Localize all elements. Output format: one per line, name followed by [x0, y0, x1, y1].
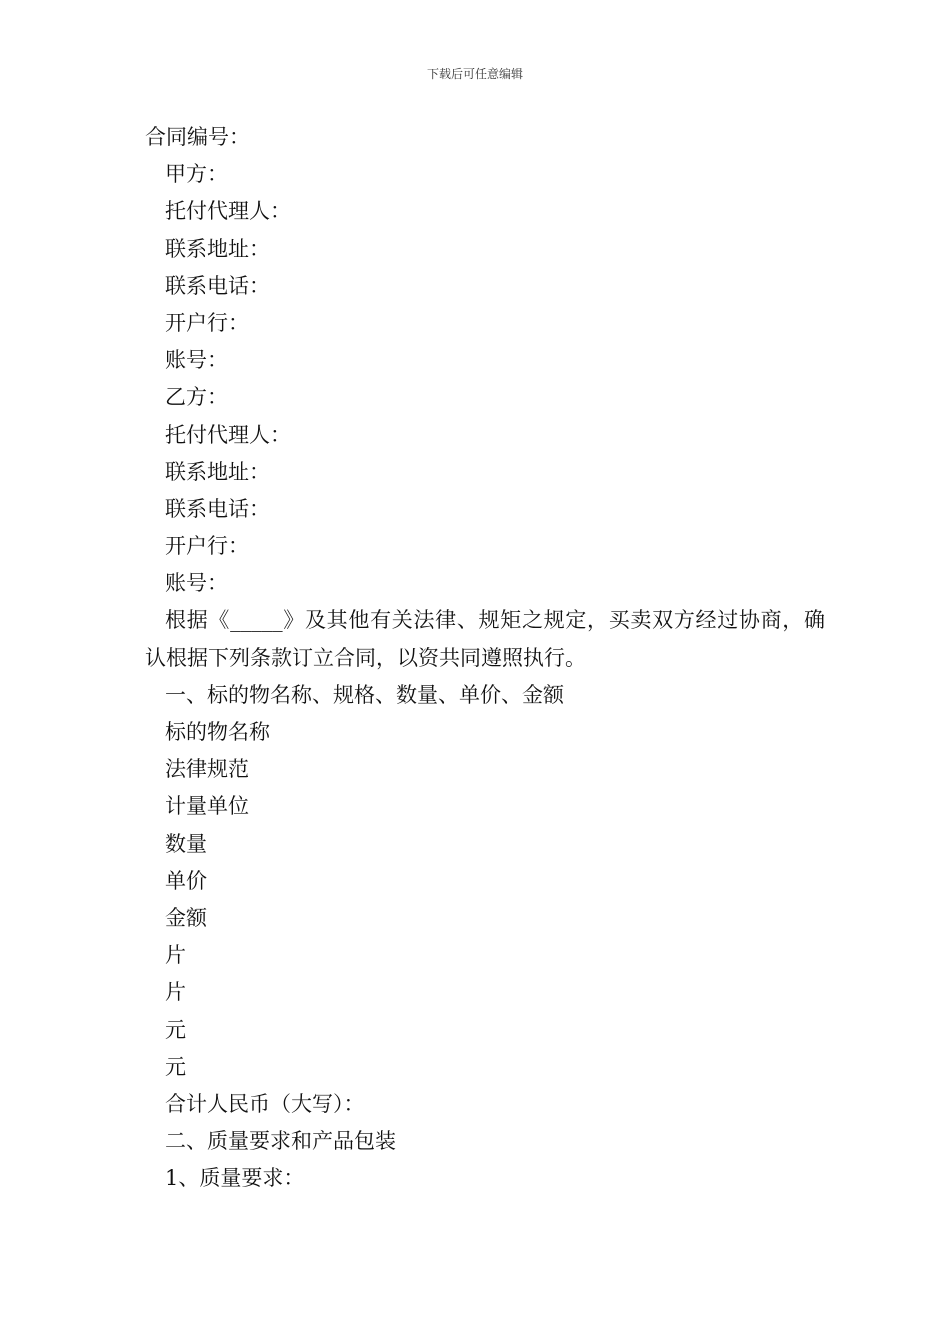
section1-item: 元 — [165, 1017, 186, 1042]
section1-item: 单价 — [165, 868, 207, 893]
intro-paragraph: 根据《_____》及其他有关法律、规矩之规定，买卖双方经过协商，确认根据下列条款订立合同，以资共同遵照执行。 — [145, 608, 825, 670]
party-a-label: 甲方： — [165, 162, 228, 187]
party-a-account: 账号： — [165, 348, 228, 373]
contract-number-label: 合同编号： — [145, 125, 250, 149]
section1-item: 金额 — [165, 905, 207, 930]
page-header: 下载后可任意编辑 — [426, 67, 523, 81]
section2-title: 二、质量要求和产品包装 — [165, 1129, 396, 1154]
party-a-bank: 开户行： — [165, 310, 249, 335]
section2-sub1: 1、质量要求： — [165, 1166, 305, 1191]
party-a-address: 联系地址： — [165, 236, 270, 261]
section1-item: 标的物名称 — [165, 720, 270, 745]
party-b-address: 联系地址： — [165, 459, 270, 484]
document-body — [145, 119, 825, 1197]
section1-total: 合计人民币（大写）： — [165, 1091, 365, 1116]
party-b-phone: 联系电话： — [165, 496, 270, 521]
section1-item: 法律规范 — [165, 757, 249, 782]
section1-item: 片 — [165, 980, 186, 1005]
party-b-agent: 托付代理人： — [165, 422, 291, 447]
section1-item: 片 — [165, 943, 186, 968]
party-b-bank: 开户行： — [165, 534, 249, 559]
section1-item: 元 — [165, 1054, 186, 1079]
party-b-label: 乙方： — [165, 385, 228, 410]
section1-item: 数量 — [165, 831, 207, 856]
section1-item: 计量单位 — [165, 794, 249, 819]
party-a-agent: 托付代理人： — [165, 199, 291, 224]
party-a-phone: 联系电话： — [165, 273, 270, 298]
section1-title: 一、标的物名称、规格、数量、单价、金额 — [165, 682, 564, 707]
party-b-account: 账号： — [165, 571, 228, 596]
